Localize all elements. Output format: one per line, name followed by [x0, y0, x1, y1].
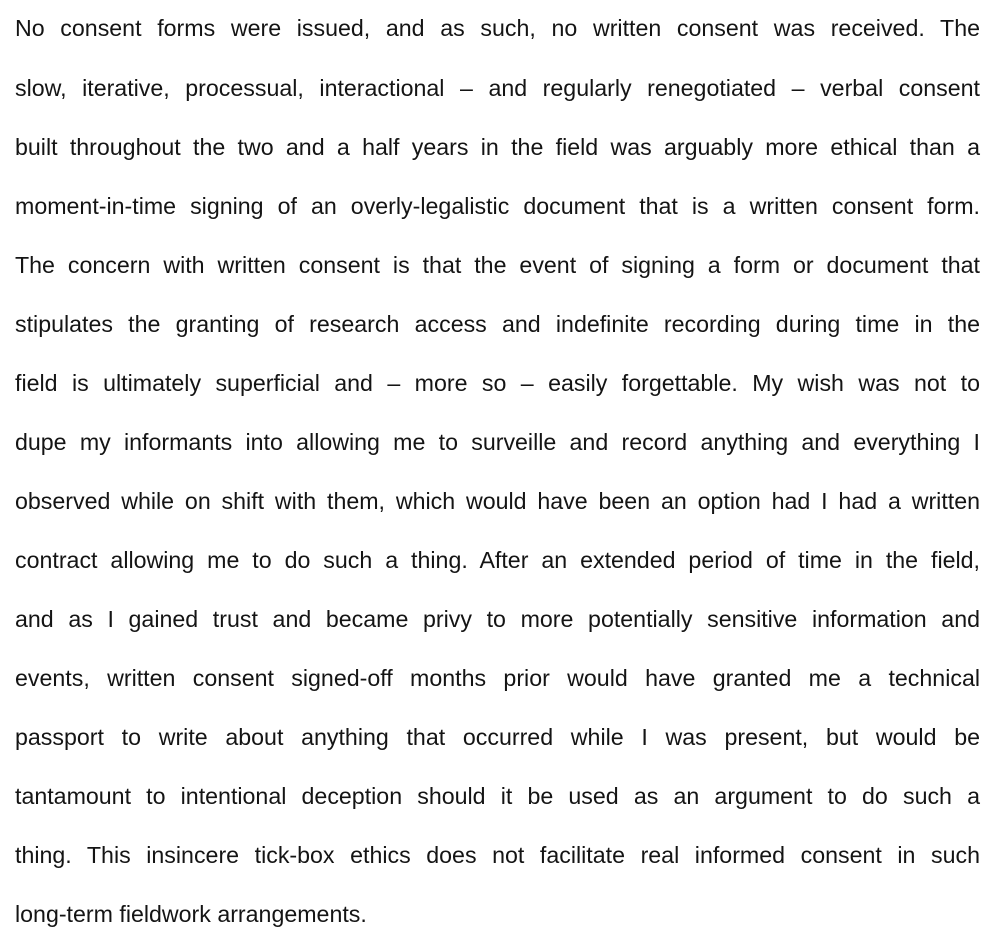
paragraph-line: thing. This insincere tick-box ethics does not facilitate real informed consent in such: [15, 842, 980, 868]
paragraph-line: The concern with written consent is that the event of signing a form or document that: [15, 252, 980, 278]
paragraph-line: observed while on shift with them, which would have been an option had I had a written: [15, 488, 980, 514]
paragraph-line: field is ultimately superficial and – more so – easily forgettable. My wish was not to: [15, 370, 980, 396]
paragraph-line: moment-in-time signing of an overly-legalistic document that is a written consent form.: [15, 193, 980, 219]
paragraph-line: contract allowing me to do such a thing. After an extended period of time in the field,: [15, 547, 980, 573]
paragraph-line: and as I gained trust and became privy to more potentially sensitive information and: [15, 606, 980, 632]
paragraph-line: No consent forms were issued, and as such, no written consent was received. The: [15, 15, 980, 41]
paragraph-line: tantamount to intentional deception should it be used as an argument to do such a: [15, 783, 980, 809]
paragraph-line: passport to write about anything that occurred while I was present, but would be: [15, 724, 980, 750]
paragraph-line: events, written consent signed-off months prior would have granted me a technical: [15, 665, 980, 691]
paragraph-line: stipulates the granting of research access and indefinite recording during time in the: [15, 311, 980, 337]
paragraph-line: slow, iterative, processual, interactional – and regularly renegotiated – verbal consent: [15, 75, 980, 101]
paragraph-line: dupe my informants into allowing me to surveille and record anything and everything I: [15, 429, 980, 455]
paragraph-line: long-term fieldwork arrangements.: [15, 901, 367, 927]
paragraph-line: built throughout the two and a half years in the field was arguably more ethical than a: [15, 134, 980, 160]
